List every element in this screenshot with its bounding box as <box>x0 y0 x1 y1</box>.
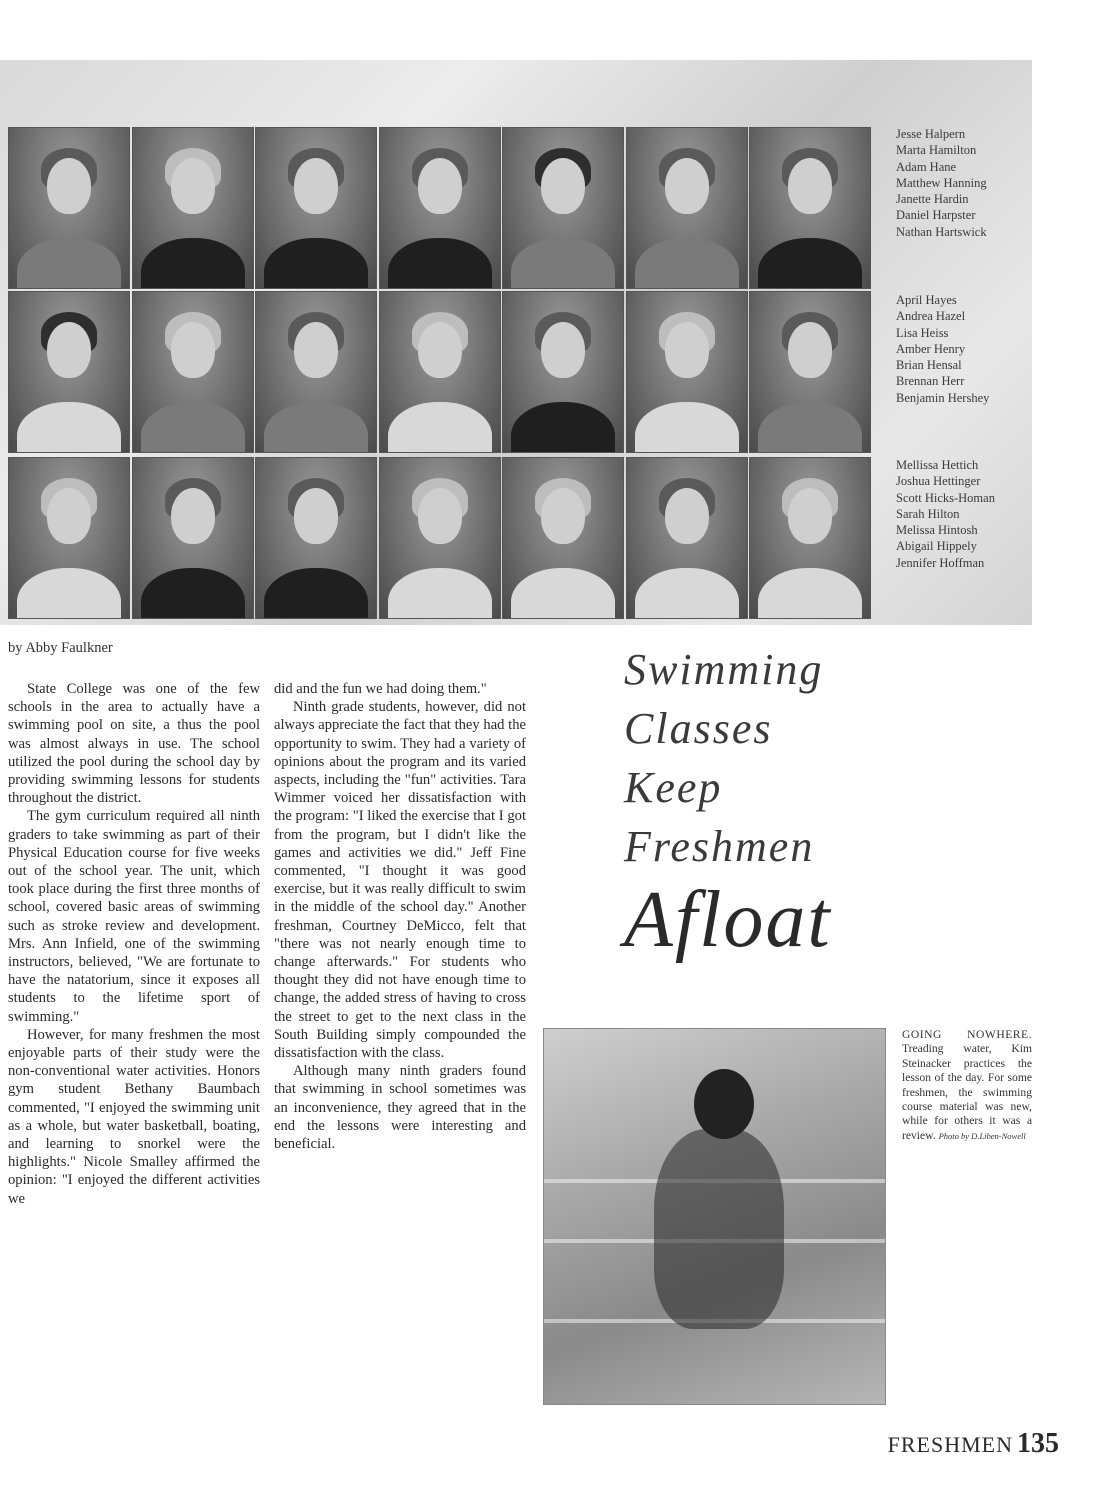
student-name: Abigail Hippely <box>896 539 977 554</box>
student-portrait <box>132 457 254 619</box>
student-portrait <box>255 127 377 289</box>
student-name: Melissa Hintosh <box>896 523 978 538</box>
student-portrait <box>749 457 871 619</box>
student-portrait <box>626 291 748 453</box>
student-name: Joshua Hettinger <box>896 474 981 489</box>
student-name: Benjamin Hershey <box>896 390 990 405</box>
caption-text: Treading water, Kim Steinacker practices the lesson of the day. For some freshmen, the swimming course material was new, while for others it was a review. <box>902 1042 1032 1142</box>
caption-lead: GOING NOWHERE. <box>902 1028 1032 1041</box>
article-paragraph-continued: did and the fun we had doing them." <box>274 681 487 697</box>
student-portrait <box>132 291 254 453</box>
student-name: Mellissa Hettich <box>896 458 979 472</box>
article-paragraph: Although many ninth graders found that swimming in school sometimes was an inconvenience, they agreed that in the end the lessons were interesting and beneficial. <box>274 1063 526 1153</box>
article-paragraph: Ninth grade students, however, did not always appreciate the fact that they had the opportunity to swim. They had a variety of opinions about the program and its varied aspects, including the "fun" activities. Tara Wimmer voiced her dissatisfaction with the program: "I liked the exercise that I got from the program, but I didn't like the games and activities we did." Jeff Fine commented, "I thought it was good exercise, but it was really difficult to swim in the middle of the school day." Another freshman, Courtney DeMicco, felt that "there was not nearly enough time to change afterwards." For students who thought they did not have enough time to change, the added stress of having to cross the street to get to the next class in the South Building simply compounded the dissatisfaction with the class. <box>274 699 526 1062</box>
student-name: Janette Hardin <box>896 192 969 207</box>
student-portrait <box>379 127 501 289</box>
swimming-photo <box>543 1028 886 1405</box>
student-name: Jesse Halpern <box>896 127 966 141</box>
article-paragraph: State College was one of the few schools in the area to actually have a swimming pool on site, a thus the pool was almost always in use. The school utilized the pool during the school day by providing swimming lessons for students throughout the district. <box>8 681 260 807</box>
student-name: Jennifer Hoffman <box>896 555 985 570</box>
student-name: Amber Henry <box>896 341 966 356</box>
student-portrait <box>8 127 130 289</box>
student-portrait <box>379 457 501 619</box>
headline-line: Classes <box>624 704 773 753</box>
student-name: Brian Hensal <box>896 358 962 373</box>
student-portrait <box>502 127 624 289</box>
student-portrait <box>626 457 748 619</box>
section-label: FRESHMEN <box>887 1432 1013 1457</box>
article-column-1 <box>8 680 260 1208</box>
student-portrait <box>626 127 748 289</box>
student-name: Marta Hamilton <box>896 143 977 158</box>
student-name: Andrea Hazel <box>896 309 966 324</box>
student-name: April Hayes <box>896 293 957 307</box>
student-portrait <box>749 127 871 289</box>
headline <box>624 640 1024 966</box>
student-name: Scott Hicks-Homan <box>896 490 995 505</box>
byline: by Abby Faulkner <box>8 640 113 656</box>
page-folio <box>888 1428 1059 1460</box>
student-name: Lisa Heiss <box>896 325 949 340</box>
student-name: Brennan Herr <box>896 374 965 389</box>
student-portrait <box>502 291 624 453</box>
student-portrait <box>379 291 501 453</box>
name-list <box>896 292 1046 406</box>
student-name: Matthew Hanning <box>896 175 987 190</box>
student-name: Sarah Hilton <box>896 506 960 521</box>
student-portrait <box>8 457 130 619</box>
photo-credit: Photo by D.Liben-Nowell <box>938 1130 1026 1141</box>
student-portrait <box>502 457 624 619</box>
student-portrait <box>132 127 254 289</box>
article-column-2 <box>274 680 526 1153</box>
article-paragraph: However, for many freshmen the most enjoyable parts of their study were the non-conventional water activities. Honors gym student Bethany Baumbach commented, "I enjoyed the swimming unit as a whole, but water basketball, boating, and learning to snorkel were the highlights." Nicole Smalley affirmed the opinion: "I enjoyed the different activities we <box>8 1026 260 1207</box>
name-list <box>896 457 1046 571</box>
student-portrait <box>749 291 871 453</box>
page-number: 135 <box>1017 1428 1059 1459</box>
student-name: Daniel Harpster <box>896 208 976 223</box>
headline-line: Keep <box>624 763 723 812</box>
student-name: Nathan Hartswick <box>896 224 987 239</box>
headline-emphasis: Afloat <box>624 876 832 964</box>
headline-line: Swimming <box>624 645 824 694</box>
name-list <box>896 126 1046 240</box>
student-portrait <box>8 291 130 453</box>
photo-caption <box>902 1028 1032 1143</box>
article-paragraph: The gym curriculum required all ninth graders to take swimming as part of their Physical Education course for five weeks out of the school year. The unit, which took place during the first three months of school, covered basic areas of swimming such as stroke review and development. Mrs. Ann Infield, one of the swimming instructors, believed, "We are fortunate to have the natatorium, since it exposes all students to the lifetime sport of swimming." <box>8 808 260 1025</box>
student-portrait <box>255 457 377 619</box>
student-portrait <box>255 291 377 453</box>
headline-line: Freshmen <box>624 822 815 871</box>
student-name: Adam Hane <box>896 159 957 174</box>
